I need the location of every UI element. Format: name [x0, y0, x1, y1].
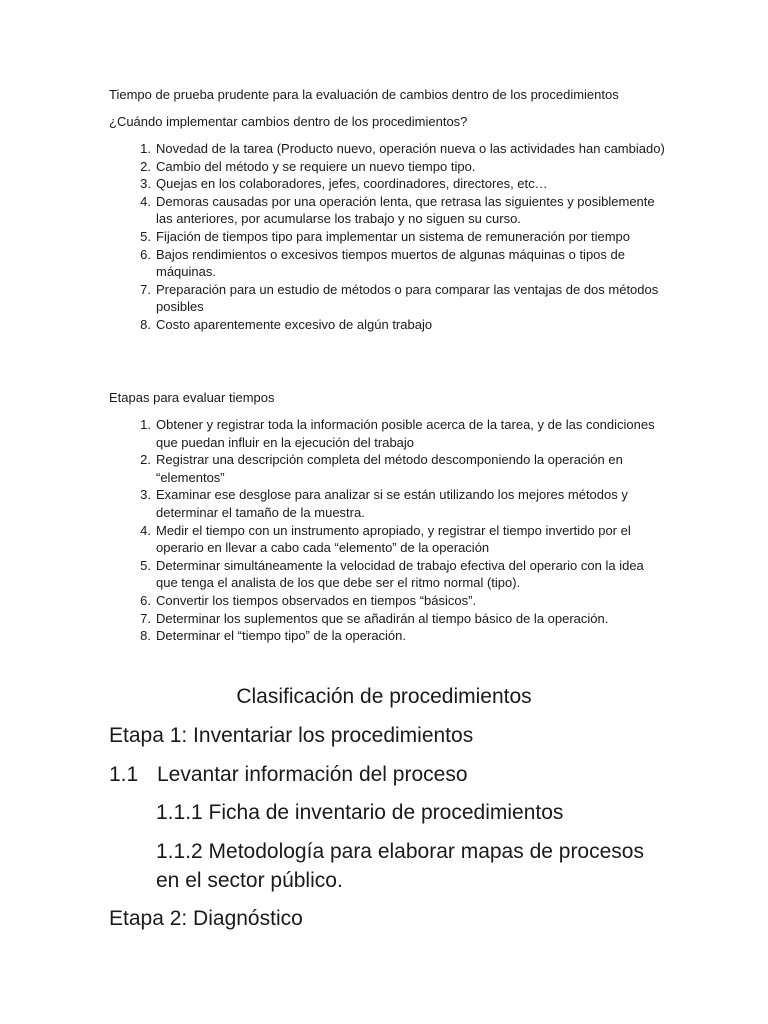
- list-item: 6. Convertir los tiempos observados en tiempos “básicos”.: [140, 592, 477, 608]
- time-evaluation-steps-list: [109, 416, 669, 645]
- heading-1-1-text: Levantar información del proceso: [157, 763, 468, 786]
- list-item: 5. Determinar simultáneamente la velocidad de trabajo efectiva del operario con la idea que tenga el analista de los que debe ser el ritmo normal (tipo).: [140, 557, 644, 591]
- heading-1-1: [109, 760, 468, 789]
- section1-question: ¿Cuándo implementar cambios dentro de los procedimientos?: [109, 114, 468, 129]
- heading-1-1-1: 1.1.1 Ficha de inventario de procedimientos: [156, 801, 564, 824]
- heading-1-1-2-line2: en el sector público.: [156, 869, 343, 892]
- list-item: 4. Medir el tiempo con un instrumento apropiado, y registrar el tiempo invertido por el operario en llevar a cabo cada “elemento” de la operación: [140, 522, 631, 556]
- change-reasons-list: [109, 140, 669, 334]
- list-item: 2. Registrar una descripción completa del método descomponiendo la operación en “elementos”: [140, 452, 623, 485]
- list-item: 3. Examinar ese desglose para analizar si se están utilizando los mejores métodos y determinar el tamaño de la muestra.: [140, 487, 628, 520]
- heading-1-1-number: 1.1: [109, 763, 139, 786]
- list-item: 8. Costo aparentemente excesivo de algún trabajo: [140, 316, 433, 332]
- list-item: 4. Demoras causadas por una operación lenta, que retrasa las siguientes y posiblemente las anteriores, por acumularse los trabajo y no siguen su curso.: [140, 193, 655, 227]
- heading-1-1-2-line1: 1.1.2 Metodología para elaborar mapas de procesos: [156, 840, 644, 863]
- section2-title: Etapas para evaluar tiempos: [109, 390, 275, 405]
- list-item: 1. Novedad de la tarea (Producto nuevo, operación nueva o las actividades han cambiado): [140, 141, 665, 156]
- list-item: 6. Bajos rendimientos o excesivos tiempos muertos de algunas máquinas o tipos de máquinas.: [140, 246, 625, 280]
- list-item: 7. Preparación para un estudio de métodos o para comparar las ventajas de dos métodos posibles: [140, 281, 659, 315]
- stage-2-heading: Etapa 2: Diagnóstico: [109, 907, 303, 930]
- list-item: 1. Obtener y registrar toda la información posible acerca de la tarea, y de las condiciones que puedan influir en la ejecución del trabajo: [140, 417, 655, 450]
- section1-title: Tiempo de prueba prudente para la evaluación de cambios dentro de los procedimientos: [109, 87, 619, 102]
- list-item: 2. Cambio del método y se requiere un nuevo tiempo tipo.: [140, 158, 476, 174]
- list-item: 7. Determinar los suplementos que se añadirán al tiempo básico de la operación.: [140, 610, 609, 626]
- list-item: 5. Fijación de tiempos tipo para implementar un sistema de remuneración por tiempo: [140, 228, 631, 244]
- stage-1-heading: Etapa 1: Inventariar los procedimientos: [109, 724, 474, 747]
- list-item: 8. Determinar el “tiempo tipo” de la operación.: [140, 628, 407, 644]
- classification-heading: Clasificación de procedimientos: [236, 685, 532, 708]
- list-item: 3. Quejas en los colaboradores, jefes, coordinadores, directores, etc…: [140, 176, 548, 192]
